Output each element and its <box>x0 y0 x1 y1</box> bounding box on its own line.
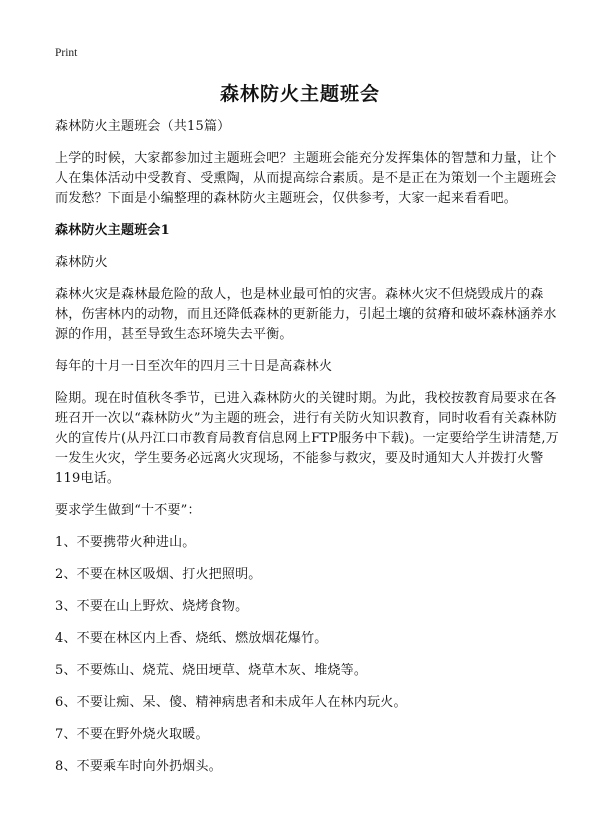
subtitle: 森林防火主题班会（共15篇） <box>55 119 231 134</box>
list-item: 3、不要在山上野炊、烧烤食物。 <box>55 599 249 614</box>
list-item: 6、不要让痴、呆、傻、精神病患者和未成年人在林内玩火。 <box>55 695 407 710</box>
requirements-list <box>55 533 560 777</box>
list-item: 5、不要炼山、烧荒、烧田埂草、烧草木灰、堆烧等。 <box>55 663 368 678</box>
list-item: 8、不要乘车时向外扔烟头。 <box>55 759 222 774</box>
paragraph-2: 每年的十月一日至次年的四月三十日是高森林火 <box>55 359 333 374</box>
paragraph-1: 森林火灾是森林最危险的敌人，也是林业最可怕的灾害。森林火灾不但烧毁成片的森林，伤害林内的动物，而且还降低森林的更新能力，引起土壤的贫瘠和破坏森林涵养水源的作用，甚至导致生态环境失去平衡。 <box>55 287 557 342</box>
list-item: 4、不要在林区内上香、烧纸、燃放烟花爆竹。 <box>55 631 328 646</box>
print-label: Print <box>55 47 78 59</box>
list-item: 2、不要在林区吸烟、打火把照明。 <box>55 567 262 582</box>
section-subheading: 森林防火 <box>55 255 108 270</box>
section-heading: 森林防火主题班会1 <box>55 223 170 238</box>
list-item: 7、不要在野外烧火取暖。 <box>55 727 209 742</box>
paragraph-3: 险期。现在时值秋冬季节，已进入森林防火的关键时期。为此，我校按教育局要求在各班召开一次以“森林防火”为主题的班会，进行有关防火知识教育，同时收看有关森林防火的宣传片(从丹江口市教育局教育信息网上FTP服务中下载)。一定要给学生讲清楚,万一发生火灾，学生要务必远离火灾现场，不能参与救灾，要及时通知大人并拨打火警119电话。 <box>55 391 559 486</box>
page-title: 森林防火主题班会 <box>219 83 380 105</box>
intro-paragraph: 上学的时候，大家都参加过主题班会吧？主题班会能充分发挥集体的智慧和力量，让个人在集体活动中受教育、受熏陶，从而提高综合素质。是不是正在为策划一个主题班会而发愁？下面是小编整理的森林防火主题班会，仅供参考，大家一起来看看吧。 <box>55 151 557 206</box>
document-body <box>55 117 560 789</box>
requirements-intro: 要求学生做到“十不要”： <box>55 503 201 518</box>
list-item: 1、不要携带火种进山。 <box>55 535 196 550</box>
